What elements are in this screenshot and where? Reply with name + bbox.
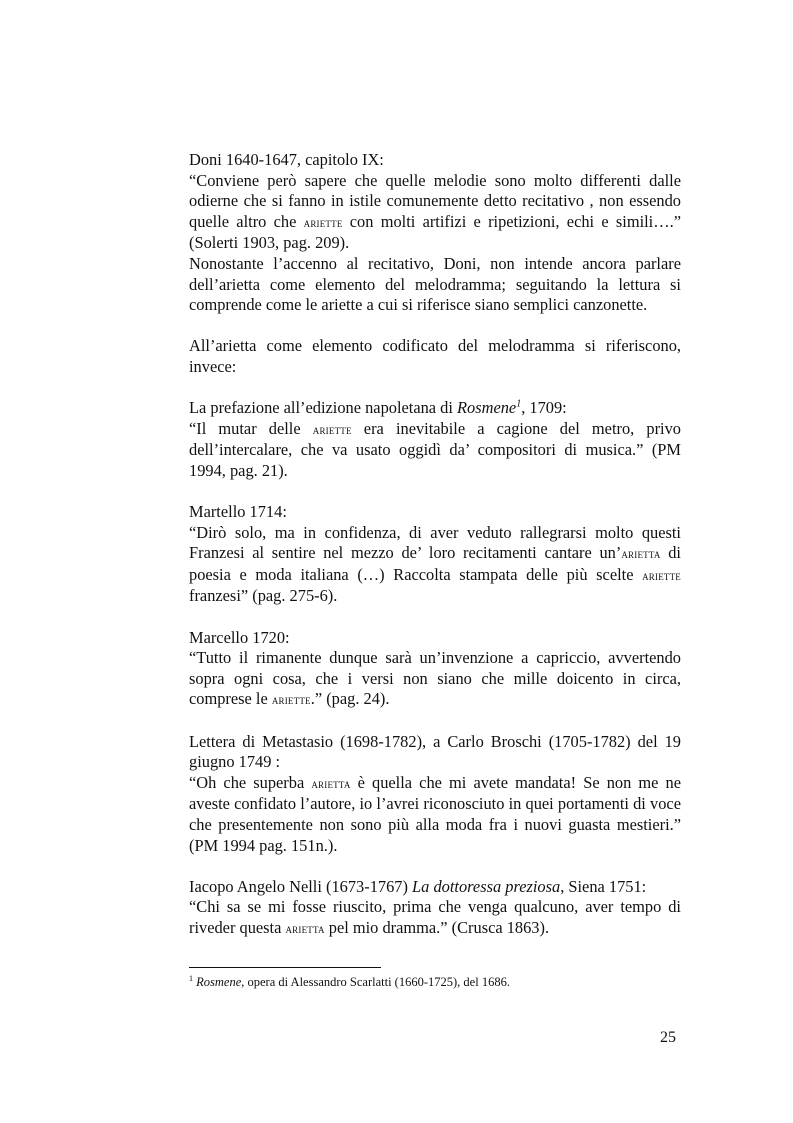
page-number: 25: [660, 1029, 676, 1046]
smallcaps-term: arietta: [311, 776, 351, 791]
quote-text: “Tutto il rimanente dunque sarà un’invenzione a capriccio, avvertendo sopra ogni cosa, che i versi non siano che mille doicento in circa, comprese le: [189, 648, 681, 709]
section-doni-heading: Doni 1640-1647, capitolo IX:: [189, 150, 384, 169]
quote-text: .” (pag. 24).: [310, 689, 390, 709]
quote-text: “Chi sa se mi fosse riuscito, prima che venga qualcuno, aver tempo di riveder questa: [189, 897, 681, 937]
footnote-text: , opera di Alessandro Scarlatti (1660-1725), del 1686.: [241, 975, 510, 989]
section-marcello-heading: Marcello 1720:: [189, 627, 290, 647]
section-rosmene-heading: [189, 398, 681, 419]
quote-text: era inevitabile a cagione del metro, privo dell’intercalare, che va usato oggidì da’ compositori di musica.” (PM 1994, pag. 21).: [189, 418, 681, 480]
smallcaps-term: arietta: [621, 547, 661, 562]
heading-text: , 1709:: [521, 398, 567, 418]
commentary-paragraph: Nonostante l’accenno al recitativo, Doni, non intende ancora parlare dell’arietta come elemento del melodramma; seguitando la lettura si comprende come le ariette a cui si riferisce siano semplici canzonette.: [189, 253, 681, 315]
smallcaps-term: ariette: [271, 693, 311, 708]
quote-text: “Dirò solo, ma in confidenza, di aver veduto rallegrarsi molto questi Franzesi al sentire nel mezzo de’ loro recitamenti cantare un’: [189, 522, 681, 563]
quote-nelli: [189, 897, 681, 939]
footnote-number: 1: [189, 973, 193, 983]
footnote: [189, 975, 510, 990]
quote-marcello: [189, 648, 681, 711]
quote-rosmene: [189, 419, 681, 482]
quote-text: con molti artifizi e ripetizioni, echi e simili….” (Solerti 1903, pag. 209).: [189, 211, 681, 253]
section-nelli-heading: [189, 877, 681, 898]
quote-text: pel mio dramma.” (Crusca 1863).: [324, 917, 550, 937]
footnote-separator: [189, 967, 381, 968]
quote-text: “Oh che superba: [189, 772, 312, 792]
smallcaps-term: ariette: [642, 568, 681, 583]
heading-text: Iacopo Angelo Nelli (1673-1767): [189, 876, 413, 896]
quote-text: è quella che mi avete mandata! Se non me ne aveste confidato l’autore, io l’avrei riconosciuto in quei portamenti di voce che presentemente non sono più alla moda fra i nuovi guasta mestieri.” (PM 1994 pag. 151n.).: [189, 772, 681, 855]
opera-title: Rosmene: [457, 398, 517, 418]
quote-text: franzesi” (pag. 275-6).: [189, 586, 338, 606]
heading-text: , Siena 1751:: [560, 876, 647, 896]
smallcaps-term: ariette: [312, 422, 352, 437]
quote-doni: [189, 171, 681, 254]
quote-text: “Conviene però sapere che quelle melodie sono molto differenti dalle odierne che si fanno in istile comunemente detto recitativo , non essendo quelle altro che: [189, 170, 681, 231]
heading-text: La prefazione all’edizione napoletana di: [189, 398, 458, 418]
section-metastasio-heading: Lettera di Metastasio (1698-1782), a Carlo Broschi (1705-1782) del 19 giugno 1749 :: [189, 731, 681, 772]
footnote-title: Rosmene: [196, 975, 242, 989]
smallcaps-term: arietta: [285, 921, 325, 936]
footnote-marker[interactable]: 1: [516, 398, 522, 410]
section-martello-heading: Martello 1714:: [189, 502, 287, 522]
page-body: [189, 150, 681, 940]
quote-metastasio: [189, 773, 681, 856]
smallcaps-term: ariette: [303, 215, 343, 230]
play-title: La dottoressa preziosa: [412, 876, 561, 896]
quote-text: “Il mutar delle: [189, 418, 313, 438]
quote-martello: [189, 523, 681, 607]
quote-text: di poesia e moda italiana (…) Raccolta stampata delle più scelte: [189, 543, 681, 584]
intro-paragraph: All’arietta come elemento codificato del melodramma si riferiscono, invece:: [189, 336, 681, 376]
